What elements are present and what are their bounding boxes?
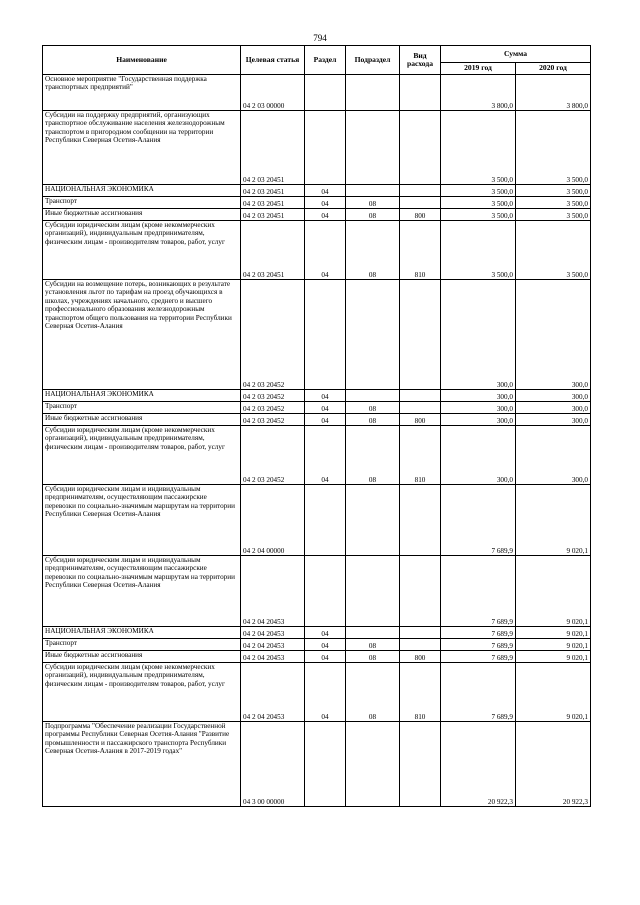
row-amount-2020-cell: 3 500,0	[516, 111, 591, 185]
row-section-cell	[305, 485, 346, 556]
row-section-cell	[305, 280, 346, 390]
row-subsection-cell: 08	[346, 209, 400, 221]
row-subsection-cell: 08	[346, 639, 400, 651]
header-section: Раздел	[305, 46, 346, 75]
row-section-cell: 04	[305, 426, 346, 485]
row-amount-2019-cell: 3 500,0	[441, 111, 516, 185]
row-target-cell: 04 2 03 20451	[241, 221, 305, 280]
row-name-cell: Иные бюджетные ассигнования	[43, 209, 241, 221]
row-amount-2020-cell: 3 500,0	[516, 185, 591, 197]
row-expense-type-cell	[400, 722, 441, 807]
row-amount-2020-cell: 300,0	[516, 426, 591, 485]
table-row	[43, 111, 591, 185]
row-name-cell: Субсидии юридическим лицам и индивидуальным предпринимателям, осуществляющим пассажирские перевозки по социально-значимым маршрутам на территории Республики Северная Осетия-Алания	[43, 556, 241, 627]
table-row	[43, 639, 591, 651]
row-section-cell: 04	[305, 185, 346, 197]
row-amount-2020-cell: 9 020,1	[516, 663, 591, 722]
row-target-cell: 04 2 04 20453	[241, 556, 305, 627]
row-expense-type-cell	[400, 402, 441, 414]
row-name-cell: Иные бюджетные ассигнования	[43, 414, 241, 426]
row-target-cell: 04 2 03 20452	[241, 426, 305, 485]
row-subsection-cell: 08	[346, 221, 400, 280]
row-amount-2019-cell: 7 689,9	[441, 556, 516, 627]
row-amount-2019-cell: 300,0	[441, 414, 516, 426]
header-year-2019: 2019 год	[441, 63, 516, 75]
row-amount-2019-cell: 300,0	[441, 426, 516, 485]
row-name-cell: Транспорт	[43, 197, 241, 209]
budget-table	[42, 45, 591, 807]
row-target-cell: 04 2 03 20452	[241, 414, 305, 426]
row-name-cell: Субсидии на поддержку предприятий, организующих транспортное обслуживание населения железнодорожным транспортом в пригородном сообщении на территории Республики Северная Осетия-Алания	[43, 111, 241, 185]
table-row	[43, 402, 591, 414]
row-name-cell: Иные бюджетные ассигнования	[43, 651, 241, 663]
row-name-cell: Субсидии на возмещение потерь, возникающих в результате установления льгот по тарифам на проезд обучающихся в школах, учреждениях начального, среднего и высшего профессионального образования железнодорожным транспортом общего пользования на территории Республики Северная Осетия-Алания	[43, 280, 241, 390]
header-target-article: Целевая статья	[241, 46, 305, 75]
row-expense-type-cell	[400, 75, 441, 111]
row-amount-2019-cell: 20 922,3	[441, 722, 516, 807]
row-section-cell	[305, 75, 346, 111]
row-name-cell: Субсидии юридическим лицам (кроме некоммерческих организаций), индивидуальным предпринимателям, физическим лицам - производителям товаров, работ, услуг	[43, 426, 241, 485]
table-row	[43, 280, 591, 390]
row-subsection-cell	[346, 485, 400, 556]
row-expense-type-cell	[400, 280, 441, 390]
row-expense-type-cell	[400, 390, 441, 402]
row-amount-2019-cell: 300,0	[441, 280, 516, 390]
row-name-cell: Основное мероприятие "Государственная поддержка транспортных предприятий"	[43, 75, 241, 111]
row-expense-type-cell: 810	[400, 663, 441, 722]
row-expense-type-cell	[400, 111, 441, 185]
row-target-cell: 04 2 03 20452	[241, 280, 305, 390]
table-row	[43, 426, 591, 485]
table-row	[43, 221, 591, 280]
row-target-cell: 04 2 04 20453	[241, 651, 305, 663]
row-target-cell: 04 3 00 00000	[241, 722, 305, 807]
header-name: Наименование	[43, 46, 241, 75]
row-target-cell: 04 2 04 20453	[241, 627, 305, 639]
row-target-cell: 04 2 04 00000	[241, 485, 305, 556]
row-amount-2020-cell: 9 020,1	[516, 485, 591, 556]
table-row	[43, 185, 591, 197]
row-expense-type-cell: 810	[400, 426, 441, 485]
row-amount-2019-cell: 3 500,0	[441, 185, 516, 197]
row-expense-type-cell: 800	[400, 651, 441, 663]
row-amount-2019-cell: 3 500,0	[441, 197, 516, 209]
row-subsection-cell: 08	[346, 651, 400, 663]
row-section-cell: 04	[305, 221, 346, 280]
row-amount-2020-cell: 300,0	[516, 280, 591, 390]
row-amount-2019-cell: 7 689,9	[441, 651, 516, 663]
row-section-cell: 04	[305, 197, 346, 209]
row-amount-2019-cell: 7 689,9	[441, 485, 516, 556]
header-year-2020: 2020 год	[516, 63, 591, 75]
row-subsection-cell: 08	[346, 663, 400, 722]
row-name-cell: Транспорт	[43, 639, 241, 651]
row-target-cell: 04 2 03 00000	[241, 75, 305, 111]
row-name-cell: Транспорт	[43, 402, 241, 414]
row-subsection-cell: 08	[346, 402, 400, 414]
header-sum: Сумма	[441, 46, 591, 63]
row-target-cell: 04 2 03 20452	[241, 402, 305, 414]
row-subsection-cell	[346, 280, 400, 390]
row-name-cell: Подпрограмма "Обеспечение реализации Государственной программы Республики Северная Осетия-Алания "Развитие промышленности и пассажирского транспорта Республики Северная Осетия-Алания в 2017-2019 годах"	[43, 722, 241, 807]
row-name-cell: Субсидии юридическим лицам (кроме некоммерческих организаций), индивидуальным предпринимателям, физическим лицам - производителям товаров, работ, услуг	[43, 221, 241, 280]
row-amount-2020-cell: 3 500,0	[516, 221, 591, 280]
row-amount-2019-cell: 300,0	[441, 390, 516, 402]
row-section-cell	[305, 556, 346, 627]
row-amount-2019-cell: 7 689,9	[441, 627, 516, 639]
row-amount-2020-cell: 9 020,1	[516, 627, 591, 639]
row-expense-type-cell	[400, 197, 441, 209]
row-name-cell: НАЦИОНАЛЬНАЯ ЭКОНОМИКА	[43, 627, 241, 639]
row-subsection-cell: 08	[346, 197, 400, 209]
row-amount-2019-cell: 7 689,9	[441, 663, 516, 722]
row-subsection-cell	[346, 722, 400, 807]
row-section-cell: 04	[305, 390, 346, 402]
row-section-cell: 04	[305, 627, 346, 639]
row-subsection-cell	[346, 75, 400, 111]
header-expense-type: Вид расхода	[400, 46, 441, 75]
row-target-cell: 04 2 03 20451	[241, 197, 305, 209]
table-row	[43, 663, 591, 722]
row-name-cell: Субсидии юридическим лицам и индивидуальным предпринимателям, осуществляющим пассажирские перевозки по социально-значимым маршрутам на территории Республики Северная Осетия-Алания	[43, 485, 241, 556]
table-row	[43, 75, 591, 111]
row-section-cell: 04	[305, 402, 346, 414]
row-target-cell: 04 2 04 20453	[241, 663, 305, 722]
row-target-cell: 04 2 03 20451	[241, 209, 305, 221]
row-section-cell: 04	[305, 663, 346, 722]
row-amount-2020-cell: 300,0	[516, 390, 591, 402]
row-section-cell: 04	[305, 414, 346, 426]
row-amount-2019-cell: 3 500,0	[441, 221, 516, 280]
table-row	[43, 197, 591, 209]
table-row	[43, 627, 591, 639]
row-amount-2019-cell: 7 689,9	[441, 639, 516, 651]
table-row	[43, 722, 591, 807]
row-section-cell: 04	[305, 209, 346, 221]
row-section-cell: 04	[305, 639, 346, 651]
row-subsection-cell	[346, 627, 400, 639]
table-row	[43, 390, 591, 402]
table-row	[43, 556, 591, 627]
row-subsection-cell: 08	[346, 414, 400, 426]
row-subsection-cell	[346, 111, 400, 185]
row-amount-2020-cell: 300,0	[516, 402, 591, 414]
row-amount-2020-cell: 20 922,3	[516, 722, 591, 807]
row-amount-2019-cell: 3 500,0	[441, 209, 516, 221]
header-subsection: Подраздел	[346, 46, 400, 75]
row-amount-2020-cell: 9 020,1	[516, 651, 591, 663]
row-section-cell	[305, 111, 346, 185]
row-target-cell: 04 2 03 20451	[241, 185, 305, 197]
row-target-cell: 04 2 03 20451	[241, 111, 305, 185]
row-amount-2020-cell: 300,0	[516, 414, 591, 426]
row-subsection-cell: 08	[346, 426, 400, 485]
page-number: 794	[313, 33, 327, 43]
table-body	[43, 75, 591, 807]
table-row	[43, 485, 591, 556]
row-amount-2019-cell: 3 800,0	[441, 75, 516, 111]
row-section-cell: 04	[305, 651, 346, 663]
row-name-cell: НАЦИОНАЛЬНАЯ ЭКОНОМИКА	[43, 185, 241, 197]
table-row	[43, 414, 591, 426]
row-expense-type-cell: 810	[400, 221, 441, 280]
row-amount-2020-cell: 3 500,0	[516, 209, 591, 221]
row-section-cell	[305, 722, 346, 807]
row-expense-type-cell: 800	[400, 414, 441, 426]
row-expense-type-cell	[400, 485, 441, 556]
row-amount-2020-cell: 3 800,0	[516, 75, 591, 111]
row-expense-type-cell	[400, 185, 441, 197]
row-name-cell: Субсидии юридическим лицам (кроме некоммерческих организаций), индивидуальным предпринимателям, физическим лицам - производителям товаров, работ, услуг	[43, 663, 241, 722]
row-subsection-cell	[346, 556, 400, 627]
row-subsection-cell	[346, 185, 400, 197]
row-expense-type-cell	[400, 627, 441, 639]
row-name-cell: НАЦИОНАЛЬНАЯ ЭКОНОМИКА	[43, 390, 241, 402]
row-amount-2019-cell: 300,0	[441, 402, 516, 414]
row-amount-2020-cell: 3 500,0	[516, 197, 591, 209]
row-amount-2020-cell: 9 020,1	[516, 556, 591, 627]
row-target-cell: 04 2 04 20453	[241, 639, 305, 651]
table-row	[43, 651, 591, 663]
row-target-cell: 04 2 03 20452	[241, 390, 305, 402]
table-row	[43, 209, 591, 221]
row-expense-type-cell: 800	[400, 209, 441, 221]
row-expense-type-cell	[400, 556, 441, 627]
row-subsection-cell	[346, 390, 400, 402]
row-expense-type-cell	[400, 639, 441, 651]
row-amount-2020-cell: 9 020,1	[516, 639, 591, 651]
